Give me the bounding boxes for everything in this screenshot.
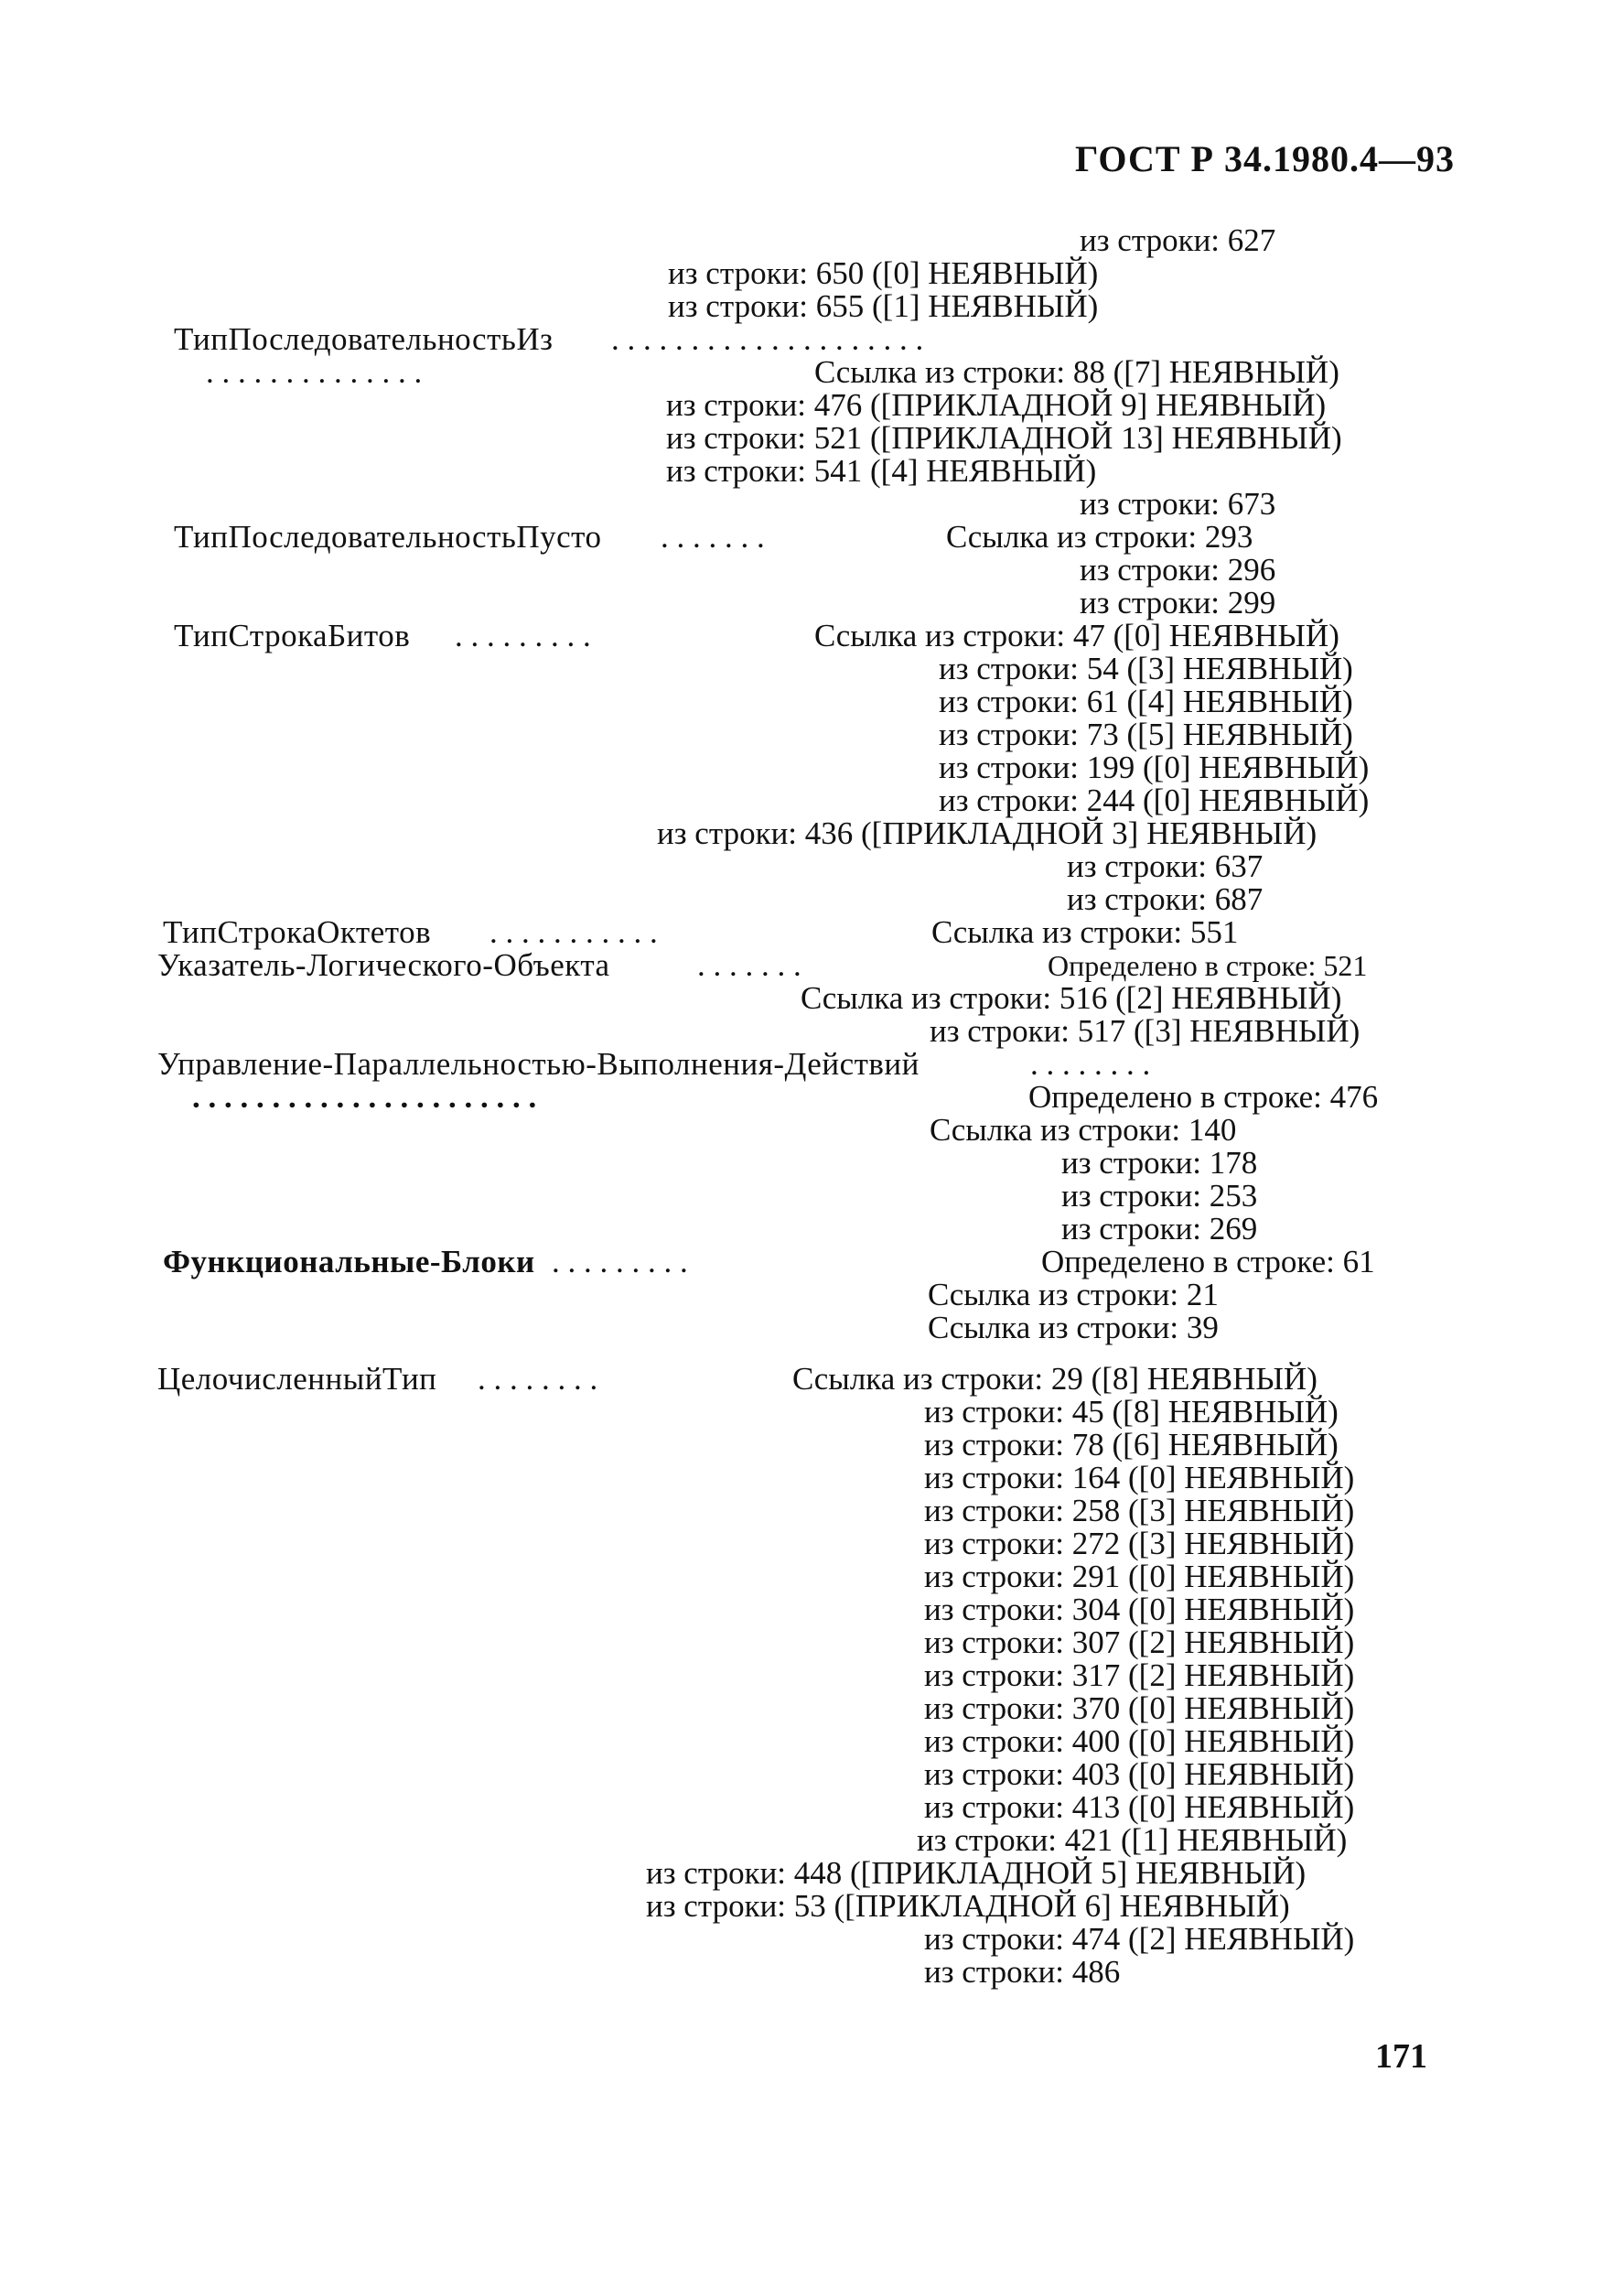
index-line: Ссылка из строки: 293 (946, 519, 1253, 555)
index-line: из строки: 199 ([0] НЕЯВНЫЙ) (939, 750, 1370, 785)
index-line: из строки: 78 ([6] НЕЯВНЫЙ) (924, 1427, 1339, 1462)
index-term: Управление-Параллельностью-Выполнения-Действий (157, 1046, 920, 1082)
index-line: из строки: 655 ([1] НЕЯВНЫЙ) (668, 288, 1099, 324)
index-term: Функциональные-Блоки (163, 1244, 535, 1279)
index-line: из строки: 253 (1061, 1178, 1258, 1214)
index-line: из строки: 673 (1080, 486, 1276, 522)
index-line: из строки: 413 ([0] НЕЯВНЫЙ) (924, 1789, 1355, 1825)
index-line: из строки: 637 (1067, 848, 1264, 884)
dot-leader: . . . . . . . . . . . (489, 914, 658, 950)
index-line: из строки: 272 ([3] НЕЯВНЫЙ) (924, 1526, 1355, 1561)
index-line: из строки: 54 ([3] НЕЯВНЫЙ) (939, 651, 1353, 686)
index-line: из строки: 296 (1080, 552, 1276, 588)
index-line: из строки: 178 (1061, 1145, 1258, 1181)
index-line: из строки: 436 ([ПРИКЛАДНОЙ 3] НЕЯВНЫЙ) (657, 815, 1317, 851)
dot-leader: . . . . . . . . . (455, 618, 591, 653)
index-line: из строки: 291 ([0] НЕЯВНЫЙ) (924, 1559, 1355, 1594)
index-line: Ссылка из строки: 47 ([0] НЕЯВНЫЙ) (814, 618, 1339, 653)
index-line: Ссылка из строки: 39 (928, 1310, 1219, 1345)
index-line: из строки: 541 ([4] НЕЯВНЫЙ) (666, 453, 1097, 489)
index-line: из строки: 304 ([0] НЕЯВНЫЙ) (924, 1592, 1355, 1627)
index-term: Указатель-Логического-Объекта (157, 947, 610, 983)
index-line: из строки: 421 ([1] НЕЯВНЫЙ) (917, 1822, 1348, 1858)
index-line: Ссылка из строки: 140 (930, 1112, 1237, 1148)
index-term: ЦелочисленныйТип (157, 1361, 437, 1397)
index-line: из строки: 53 ([ПРИКЛАДНОЙ 6] НЕЯВНЫЙ) (646, 1888, 1290, 1924)
index-line: из строки: 307 ([2] НЕЯВНЫЙ) (924, 1624, 1355, 1660)
index-term: ТипСтрокаБитов (174, 618, 411, 653)
index-line: Ссылка из строки: 516 ([2] НЕЯВНЫЙ) (801, 980, 1342, 1016)
index-line: из строки: 687 (1067, 881, 1264, 917)
index-line: из строки: 517 ([3] НЕЯВНЫЙ) (930, 1013, 1361, 1049)
dot-leader: . . . . . . . . . (552, 1244, 688, 1279)
index-line: из строки: 650 ([0] НЕЯВНЫЙ) (668, 255, 1099, 291)
index-line: из строки: 73 ([5] НЕЯВНЫЙ) (939, 717, 1353, 752)
index-line: Определено в строке: 521 (1048, 949, 1368, 982)
dot-leader: . . . . . . . . . . . . . . . . . . . . (611, 321, 924, 357)
index-term: ТипПоследовательностьИз (174, 321, 554, 357)
index-line: из строки: 486 (924, 1954, 1121, 1990)
dot-leader: . . . . . . . . . . . . . . . . . . . . . . (192, 1079, 537, 1115)
index-line: из строки: 61 ([4] НЕЯВНЫЙ) (939, 684, 1353, 719)
index-line: Ссылка из строки: 29 ([8] НЕЯВНЫЙ) (792, 1361, 1317, 1397)
index-line: из строки: 269 (1061, 1211, 1258, 1247)
index-line: Определено в строке: 61 (1041, 1244, 1375, 1279)
index-line: из строки: 448 ([ПРИКЛАДНОЙ 5] НЕЯВНЫЙ) (646, 1855, 1307, 1891)
index-line: из строки: 627 (1080, 222, 1276, 258)
index-line: из строки: 317 ([2] НЕЯВНЫЙ) (924, 1657, 1355, 1693)
index-line: из строки: 474 ([2] НЕЯВНЫЙ) (924, 1921, 1355, 1957)
dot-leader: . . . . . . . (661, 519, 765, 555)
index-line: из строки: 403 ([0] НЕЯВНЫЙ) (924, 1756, 1355, 1792)
index-line: Определено в строке: 476 (1028, 1079, 1379, 1115)
document-header: ГОСТ Р 34.1980.4—93 (1074, 138, 1455, 179)
index-line: из строки: 45 ([8] НЕЯВНЫЙ) (924, 1394, 1339, 1430)
dot-leader: . . . . . . . . (1030, 1046, 1151, 1082)
dot-leader: . . . . . . . (697, 947, 801, 983)
index-line: из строки: 521 ([ПРИКЛАДНОЙ 13] НЕЯВНЫЙ) (666, 420, 1342, 456)
page-number: 171 (1375, 2037, 1427, 2076)
index-line: из строки: 164 ([0] НЕЯВНЫЙ) (924, 1460, 1355, 1495)
index-term: ТипСтрокаОктетов (163, 914, 432, 950)
index-line: из строки: 476 ([ПРИКЛАДНОЙ 9] НЕЯВНЫЙ) (666, 387, 1327, 423)
index-line: из строки: 400 ([0] НЕЯВНЫЙ) (924, 1723, 1355, 1759)
index-line: Ссылка из строки: 88 ([7] НЕЯВНЫЙ) (814, 354, 1339, 390)
index-line: Ссылка из строки: 21 (928, 1277, 1219, 1312)
index-term: ТипПоследовательностьПусто (174, 519, 602, 555)
index-line: из строки: 370 ([0] НЕЯВНЫЙ) (924, 1690, 1355, 1726)
index-line: из строки: 258 ([3] НЕЯВНЫЙ) (924, 1493, 1355, 1528)
index-line: из строки: 299 (1080, 585, 1276, 621)
dot-leader: . . . . . . . . (478, 1361, 598, 1397)
index-line: Ссылка из строки: 551 (931, 914, 1239, 950)
index-line: из строки: 244 ([0] НЕЯВНЫЙ) (939, 782, 1370, 818)
dot-leader: . . . . . . . . . . . . . . (206, 354, 423, 390)
